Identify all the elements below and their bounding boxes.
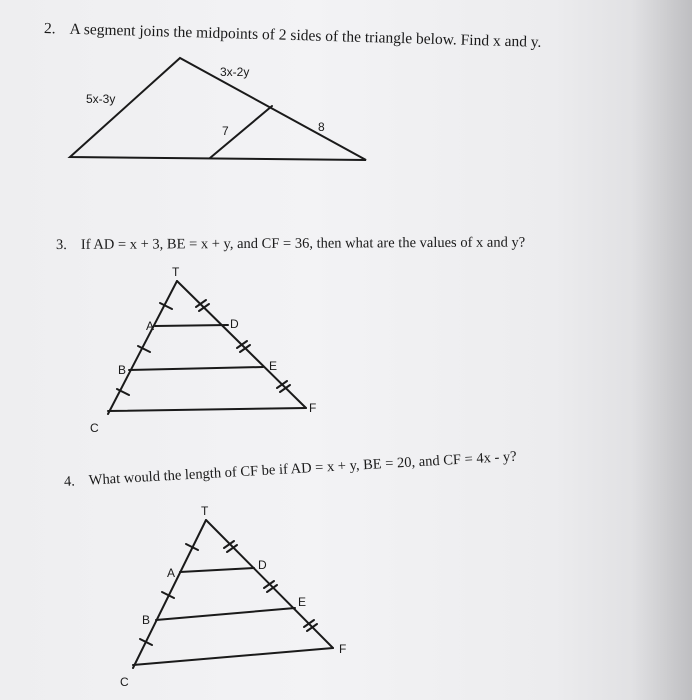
problem-3-question: [56, 235, 525, 254]
label-left-side: 5x-3y: [86, 92, 116, 106]
problem-4-number: 4.: [63, 473, 76, 490]
label-f: F: [309, 401, 317, 415]
segment-ad: [180, 568, 254, 572]
midsegment: [210, 106, 272, 158]
problem-3-text: If AD = x + 3, BE = x + y, and CF = 36, then what are the values of x and y?: [80, 234, 526, 253]
segment-cf: [133, 648, 333, 665]
problem-2-number: 2.: [43, 20, 56, 38]
problem-3-number: 3.: [55, 236, 67, 253]
label-a: A: [146, 319, 155, 333]
label-d: D: [258, 558, 267, 572]
problem-2-text: A segment joins the midpoints of 2 sides of the triangle below. Find x and y.: [69, 20, 542, 51]
label-b: B: [142, 613, 151, 627]
segment-be: [129, 367, 263, 370]
label-a: A: [167, 566, 176, 580]
problem-4-text: What would the length of CF be if AD = x + y, BE = 20, and CF = 4x - y?: [88, 448, 518, 489]
label-d: D: [230, 317, 239, 331]
triangle-figure-2: [70, 58, 366, 160]
triangle-figure-4: [133, 520, 333, 668]
label-f: F: [339, 642, 347, 656]
label-b: B: [118, 363, 127, 377]
label-right-side: 8: [318, 120, 325, 134]
label-c: C: [120, 675, 129, 689]
label-top-side: 3x-2y: [220, 65, 250, 79]
triangle-outline: [70, 58, 366, 160]
label-t: T: [172, 265, 180, 279]
segment-ad: [155, 325, 228, 326]
segment-be: [156, 608, 295, 620]
triangle-figure-3: [108, 281, 306, 414]
label-e: E: [269, 359, 278, 373]
segment-cf: [108, 408, 306, 411]
label-e: E: [298, 595, 307, 609]
label-c: C: [90, 421, 99, 435]
side-tc: [133, 520, 206, 668]
label-midsegment: 7: [222, 124, 229, 138]
label-t: T: [201, 504, 209, 518]
